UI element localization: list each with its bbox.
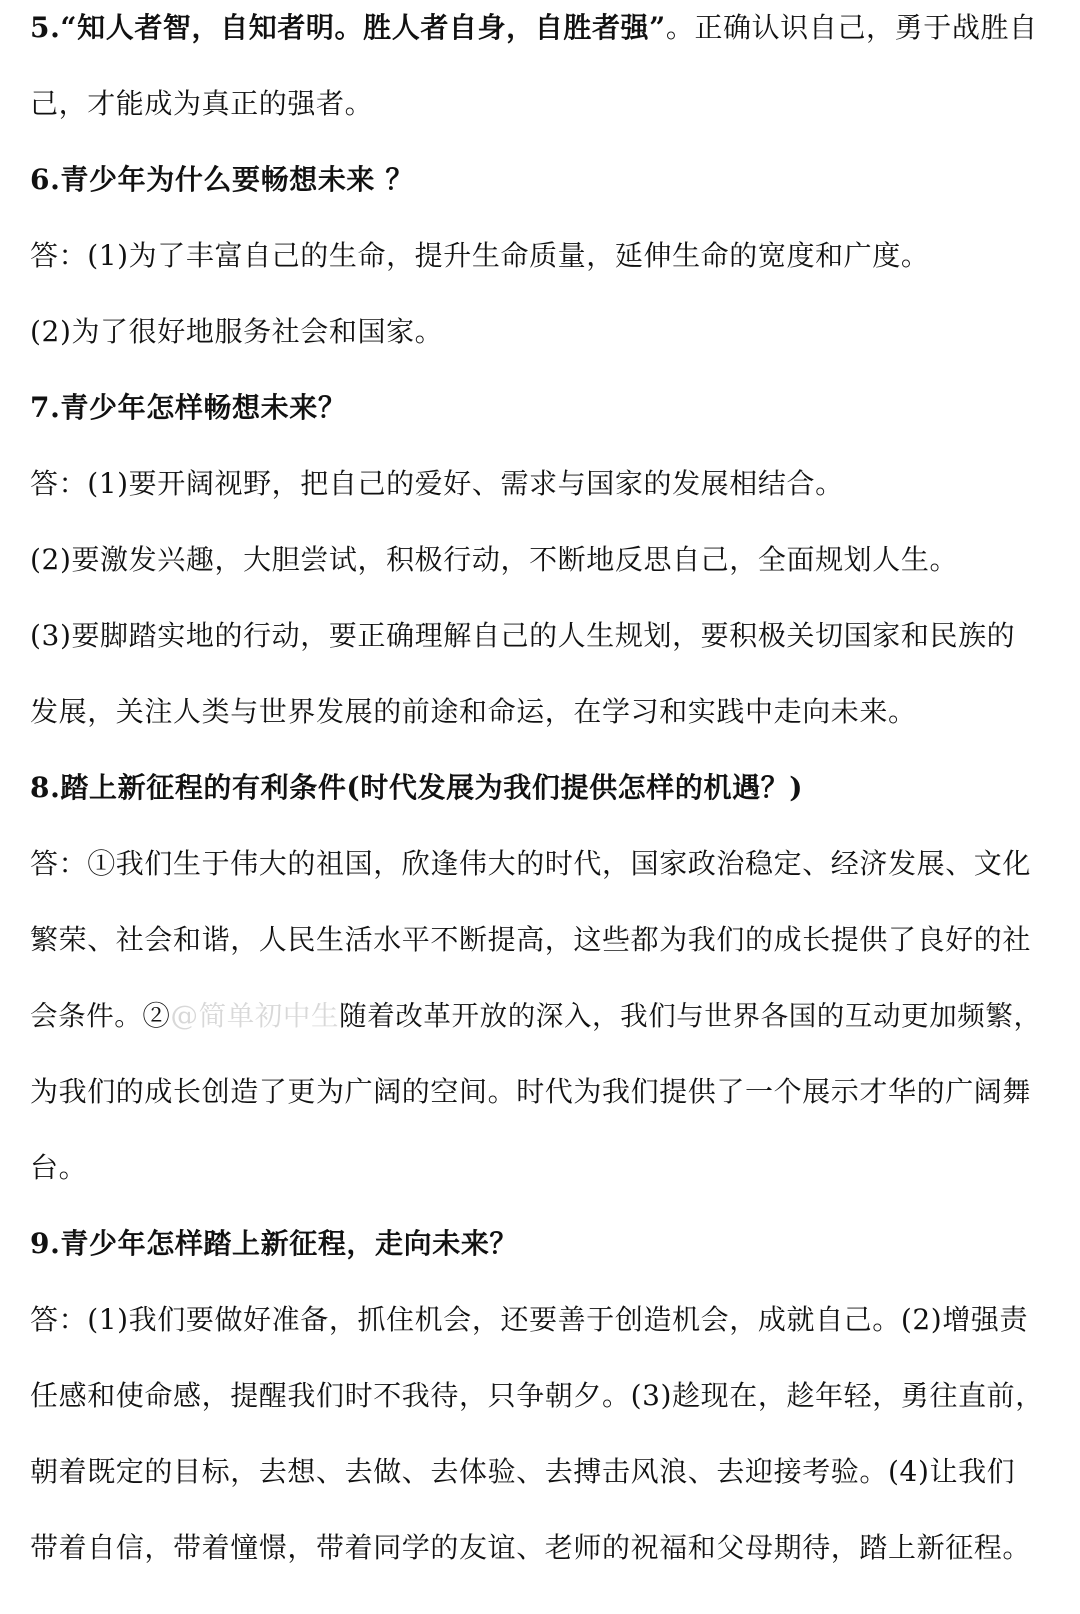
q8-answer-line-4	[30, 1072, 1031, 1112]
answer-text: 答：①我们生于伟大的祖国，欣逢伟大的时代，国家政治稳定、经济发展、文化	[30, 847, 1032, 880]
answer-text: 朝着既定的目标，去想、去做、去体验、去搏击风浪、去迎接考验。(4)让我们	[30, 1455, 1016, 1488]
q8-answer-line-3	[30, 996, 1042, 1036]
q9-answer-line-4	[30, 1528, 1031, 1568]
answer-text: 繁荣、社会和谐，人民生活水平不断提高，这些都为我们的成长提供了良好的社	[30, 923, 1032, 956]
q7-answer-line-2	[30, 540, 958, 580]
answer-text: 带着自信，带着憧憬，带着同学的友谊、老师的祝福和父母期待，踏上新征程。	[30, 1531, 1032, 1564]
answer-text: 答：(1)要开阔视野，把自己的爱好、需求与国家的发展相结合。	[30, 467, 844, 500]
q9-answer-line-3	[30, 1452, 1015, 1492]
q7-answer-line-3	[30, 616, 1015, 656]
q8-answer-line-2	[30, 920, 1031, 960]
q5-line-1	[30, 8, 1038, 48]
answer-text: 会条件。②	[30, 1000, 171, 1032]
q5-text: 己，才能成为真正的强者。	[30, 87, 374, 120]
q7-answer-line-1	[30, 464, 844, 504]
answer-text: 任感和使命感，提醒我们时不我待，只争朝夕。(3)趁现在，趁年轻，勇往直前，	[30, 1379, 1044, 1412]
q9-answer-line-2	[30, 1376, 1044, 1416]
answer-text: (3)要脚踏实地的行动，要正确理解自己的人生规划，要积极关切国家和民族的	[30, 619, 1016, 652]
q7-answer-line-4	[30, 692, 917, 732]
watermark: @简单初中生	[170, 1000, 340, 1032]
q6-answer-line-2	[30, 312, 443, 352]
q8-answer-line-5	[30, 1148, 87, 1188]
q8-answer-line-1	[30, 844, 1031, 884]
q6-heading: 6.青少年为什么要畅想未来 ？	[30, 163, 414, 196]
q7-heading: 7.青少年怎样畅想未来？	[30, 391, 347, 424]
q9-answer-line-1	[30, 1300, 1028, 1340]
q6-answer-line-1	[30, 236, 929, 276]
answer-text: (2)为了很好地服务社会和国家。	[30, 315, 444, 348]
q5-line-2	[30, 84, 373, 124]
q5-text: 。正确认识自己，勇于战胜自	[665, 11, 1038, 44]
answer-text: (2)要激发兴趣，大胆尝试，积极行动，不断地反思自己，全面规划人生。	[30, 543, 959, 576]
q8-heading: 8.踏上新征程的有利条件(时代发展为我们提供怎样的机遇？)	[30, 771, 804, 804]
q5-quote: 5.“知人者智，自知者明。胜人者自身，自胜者强”	[30, 11, 666, 44]
answer-text: 答：(1)我们要做好准备，抓住机会，还要善于创造机会，成就自己。(2)增强责	[30, 1303, 1029, 1336]
answer-text: 台。	[30, 1151, 88, 1184]
answer-text: 答：(1)为了丰富自己的生命，提升生命质量，延伸生命的宽度和广度。	[30, 239, 930, 272]
answer-text: 发展，关注人类与世界发展的前途和命运，在学习和实践中走向未来。	[30, 695, 917, 728]
q9-heading: 9.青少年怎样踏上新征程，走向未来？	[30, 1227, 519, 1260]
answer-text: 为我们的成长创造了更为广阔的空间。时代为我们提供了一个展示才华的广阔舞	[30, 1075, 1032, 1108]
answer-text: 随着改革开放的深入，我们与世界各国的互动更加频繁，	[339, 1000, 1042, 1032]
